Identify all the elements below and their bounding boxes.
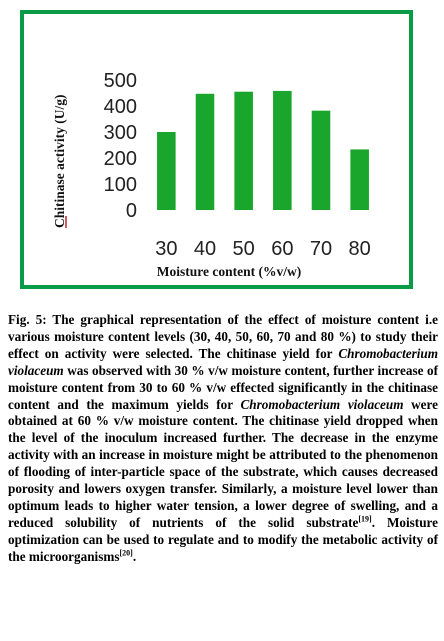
y-axis-label: Chitinase activity (U/g) [52, 94, 67, 228]
y-tick-label-400: 400 [103, 96, 137, 118]
caption-species-2: Chromobacterium violaceum [240, 396, 404, 412]
bar-chart [24, 14, 409, 285]
y-tick-label-100: 100 [103, 174, 137, 196]
y-tick-label-200: 200 [103, 148, 137, 170]
caption-text-3: were obtained at 60 % v/w moisture content. The chitinase yield dropped when the level of the inoculum increased further. The decrease in the enzyme activity with an increase in moisture might be attributed to the phenomenon of flooding of inter-particle space of the substrate, which causes decreased porosity and lowers oxygen transfer. Similarly, a moisture level lower than optimum leads to higher water tension, a lower degree of swelling, and a reduced solubility of nutrients of the solid substrate [8, 396, 438, 530]
x-tick-label-70: 70 [309, 238, 333, 260]
caption-label: Fig. 5: [8, 312, 47, 327]
caption-text-1: The graphical representation of the effect of moisture content i.e various moisture content levels (30, 40, 50, 60, 70 and 80 %) to study their effect on activity were selected. The chitinase yield for [8, 312, 438, 361]
caption-text-4: . Moisture optimization can be used to regulate and to modify the metabolic activity of the microorganisms [8, 514, 438, 564]
bar-80 [350, 149, 369, 210]
bars [157, 91, 369, 210]
x-tick-label-80: 80 [348, 238, 371, 260]
caption-species-1: Chromobacterium violaceum [8, 345, 438, 378]
x-tick-label-50: 50 [232, 238, 255, 260]
caption-text-5: . [132, 548, 137, 564]
bar-60 [273, 91, 292, 210]
x-tick-label-60: 60 [271, 238, 294, 260]
figure-caption [8, 312, 438, 566]
x-ticks [155, 238, 371, 260]
caption-text-2: was observed with 30 % v/w moisture content, further increase of moisture content from 30 to 60 % v/w effected significantly in the chitinase content and the maximum yields for [8, 362, 438, 412]
figure-frame [20, 10, 413, 289]
bar-50 [234, 92, 253, 210]
y-axis-label-group [52, 95, 67, 228]
bar-70 [312, 111, 331, 210]
caption-ref-20: [20] [119, 548, 133, 558]
bar-30 [157, 132, 176, 210]
y-tick-label-0: 0 [125, 200, 137, 222]
x-tick-label-40: 40 [193, 238, 217, 260]
y-tick-label-300: 300 [103, 122, 137, 144]
y-ticks [104, 70, 137, 222]
caption-ref-19: [19] [358, 514, 372, 524]
bar-40 [196, 94, 215, 210]
y-tick-label-500: 500 [103, 70, 137, 92]
x-tick-label-30: 30 [155, 238, 178, 260]
x-axis-label: Moisture content (%v/w) [156, 264, 302, 279]
